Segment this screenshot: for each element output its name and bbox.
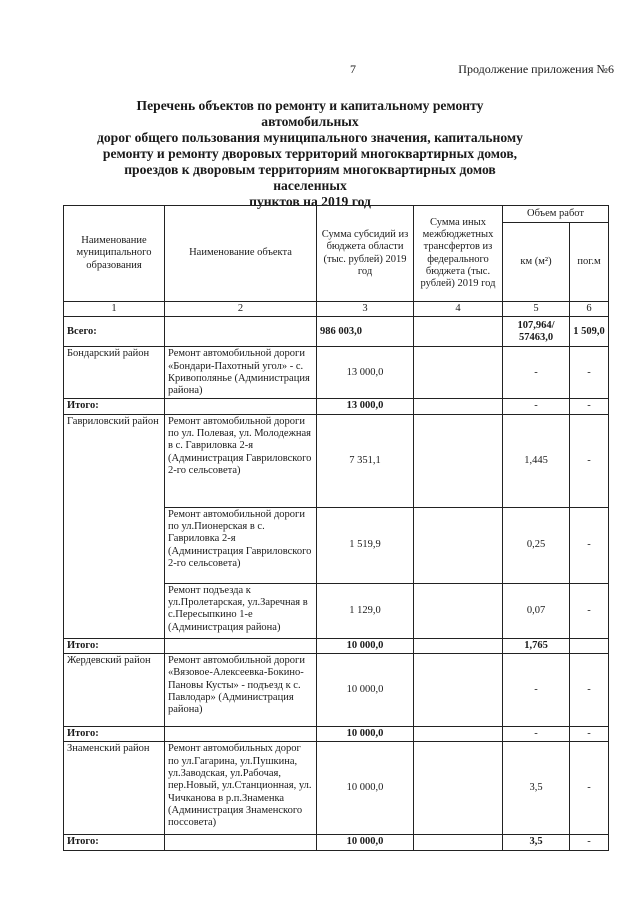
column-number: 3 [317, 302, 414, 317]
object-name: Ремонт автомобильной дороги «Вязовое-Алексеевка-Бокино-Пановы Кусты» - подъезд к с. Павлодар» (Администрация района) [165, 654, 317, 727]
subtotal-pog: - [570, 399, 609, 414]
column-number: 1 [64, 302, 165, 317]
pog-value: - [570, 742, 609, 835]
document-title [90, 98, 530, 210]
subtotal-subsidy: 10 000,0 [317, 638, 414, 653]
subtotal-row [64, 835, 609, 850]
subtotal-row [64, 727, 609, 742]
object-name: Ремонт подъезда к ул.Пролетарская, ул.Заречная в с.Пересыпкино 1-е (Администрация района) [165, 583, 317, 638]
header-row [64, 206, 609, 223]
title-line: дорог общего пользования муниципального значения, капитальному [97, 130, 523, 145]
subtotal-subsidy: 13 000,0 [317, 399, 414, 414]
total-label: Всего: [64, 317, 165, 347]
subtotal-label: Итого: [64, 399, 165, 414]
subsidy-value: 1 519,9 [317, 507, 414, 583]
object-name: Ремонт автомобильной дороги по ул. Полевая, ул. Молодежная в с. Гавриловка 2-я (Администрация Гавриловского 2-го сельсовета) [165, 414, 317, 507]
column-number: 5 [503, 302, 570, 317]
km-value: 3,5 [503, 742, 570, 835]
subsidy-value: 7 351,1 [317, 414, 414, 507]
column-number: 2 [165, 302, 317, 317]
column-number-row [64, 302, 609, 317]
other-value [414, 654, 503, 727]
subtotal-label: Итого: [64, 638, 165, 653]
total-pog: 1 509,0 [570, 317, 609, 347]
subtotal-object [165, 727, 317, 742]
header-volume: Объем работ [503, 206, 609, 223]
header-other-transfers: Сумма иных межбюджетных трансфертов из федерального бюджета (тыс. рублей) 2019 год [414, 206, 503, 302]
subtotal-pog: - [570, 835, 609, 850]
objects-table [63, 205, 609, 851]
header-municipality: Наименование муниципального образования [64, 206, 165, 302]
page-number: 7 [350, 62, 356, 76]
subtotal-other [414, 399, 503, 414]
header-km: км (м²) [503, 223, 570, 302]
district-name: Бондарский район [64, 347, 165, 399]
km-value: - [503, 347, 570, 399]
subtotal-km: 3,5 [503, 835, 570, 850]
subtotal-subsidy: 10 000,0 [317, 727, 414, 742]
pog-value: - [570, 654, 609, 727]
other-value [414, 742, 503, 835]
other-value [414, 507, 503, 583]
subtotal-other [414, 638, 503, 653]
km-value: 0,07 [503, 583, 570, 638]
table-row [64, 742, 609, 835]
subtotal-km: - [503, 399, 570, 414]
total-subsidy: 986 003,0 [317, 317, 414, 347]
object-name: Ремонт автомобильной дороги «Бондари-Пахотный угол» - с. Кривополянье (Администрация района) [165, 347, 317, 399]
district-name: Гавриловский район [64, 414, 165, 638]
subsidy-value: 10 000,0 [317, 654, 414, 727]
title-line: Перечень объектов по ремонту и капитальному ремонту автомобильных [136, 98, 484, 129]
total-km: 107,964/ 57463,0 [503, 317, 570, 347]
header-object: Наименование объекта [165, 206, 317, 302]
subsidy-value: 13 000,0 [317, 347, 414, 399]
subtotal-object [165, 835, 317, 850]
subtotal-object [165, 638, 317, 653]
subtotal-km: 1,765 [503, 638, 570, 653]
subtotal-label: Итого: [64, 835, 165, 850]
district-name: Жердевский район [64, 654, 165, 727]
other-value [414, 347, 503, 399]
table-row [64, 654, 609, 727]
subsidy-value: 1 129,0 [317, 583, 414, 638]
subsidy-value: 10 000,0 [317, 742, 414, 835]
title-line: ремонту и ремонту дворовых территорий многоквартирных домов, [102, 146, 518, 161]
subtotal-km: - [503, 727, 570, 742]
subtotal-pog: - [570, 727, 609, 742]
total-object [165, 317, 317, 347]
pog-value: - [570, 507, 609, 583]
total-row [64, 317, 609, 347]
subtotal-pog [570, 638, 609, 653]
title-line: пунктов на 2019 год [249, 194, 371, 209]
table-row [64, 414, 609, 507]
appendix-caption: Продолжение приложения №6 [458, 62, 614, 76]
subtotal-object [165, 399, 317, 414]
subtotal-subsidy: 10 000,0 [317, 835, 414, 850]
km-value: 1,445 [503, 414, 570, 507]
object-name: Ремонт автомобильной дороги по ул.Пионерская в с. Гавриловка 2-я (Администрация Гавриловского 2-го сельсовета) [165, 507, 317, 583]
pog-value: - [570, 583, 609, 638]
pog-value: - [570, 414, 609, 507]
km-value: 0,25 [503, 507, 570, 583]
total-other [414, 317, 503, 347]
pog-value: - [570, 347, 609, 399]
title-line: проездов к дворовым территориям многоквартирных домов населенных [124, 162, 496, 193]
column-number: 4 [414, 302, 503, 317]
subtotal-other [414, 835, 503, 850]
column-number: 6 [570, 302, 609, 317]
km-value: - [503, 654, 570, 727]
district-name: Знаменский район [64, 742, 165, 835]
subtotal-row [64, 399, 609, 414]
header-pog: пог.м [570, 223, 609, 302]
other-value [414, 414, 503, 507]
subtotal-row [64, 638, 609, 653]
header-subsidy: Сумма субсидий из бюджета области (тыс. рублей) 2019 год [317, 206, 414, 302]
object-name: Ремонт автомобильных дорог по ул.Гагарина, ул.Пушкина, ул.Заводская, ул.Рабочая, пер.Новый, ул.Станционная, ул. Чичканова в р.п.Знаменка (Администрация Знаменского поссовета) [165, 742, 317, 835]
other-value [414, 583, 503, 638]
subtotal-other [414, 727, 503, 742]
table-row [64, 347, 609, 399]
subtotal-label: Итого: [64, 727, 165, 742]
